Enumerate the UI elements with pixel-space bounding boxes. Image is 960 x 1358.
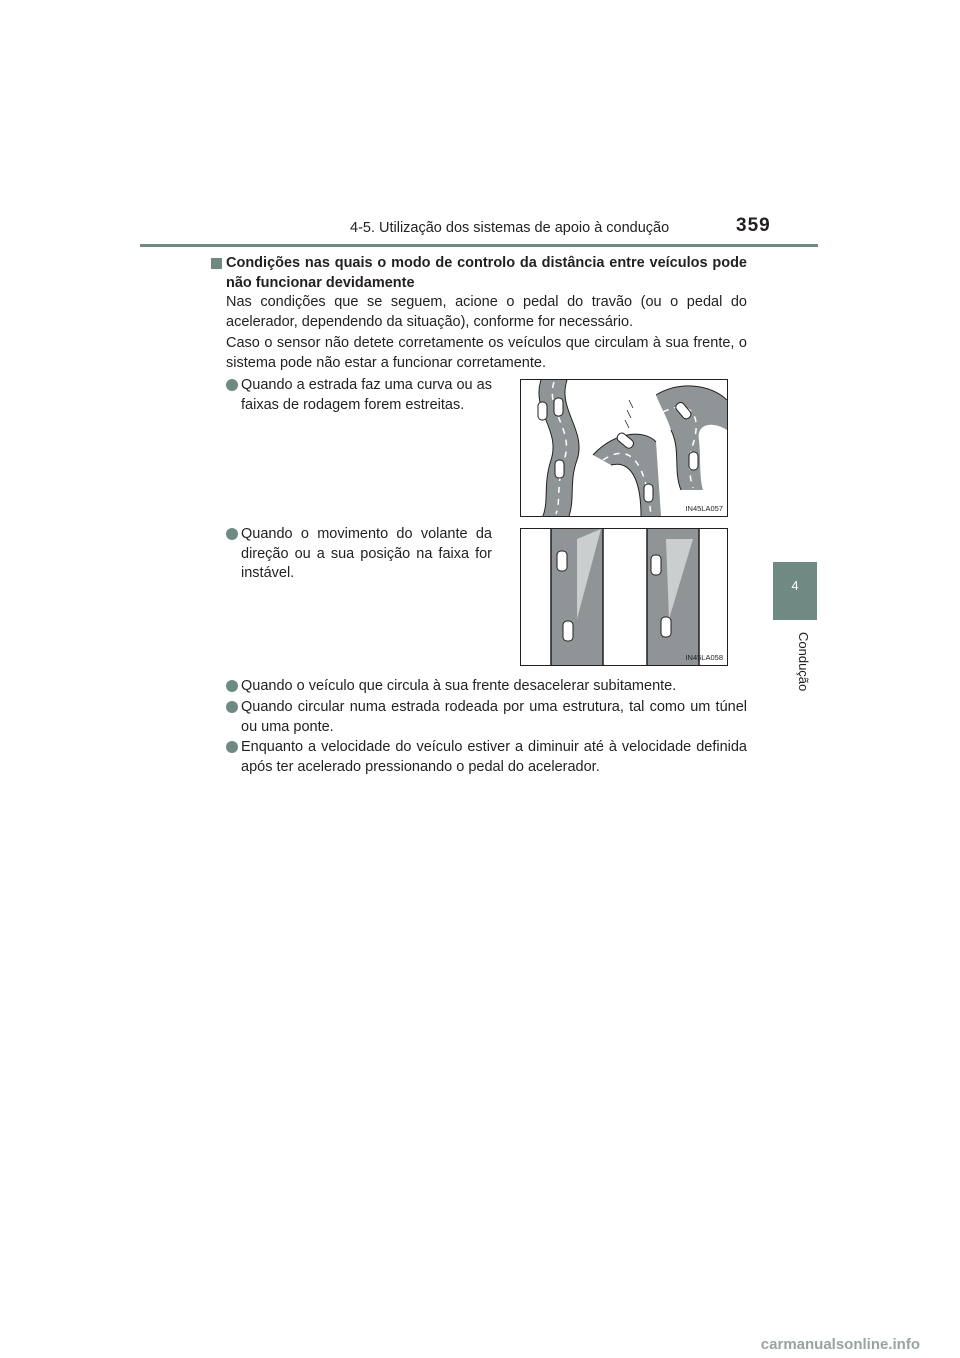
- section-title: 4-5. Utilização dos sistemas de apoio à condução: [350, 220, 670, 236]
- paragraph-2: Caso o sensor não detete corretamente os veículos que circulam à sua frente, o sistema pode não estar a funcionar corretamente.: [226, 335, 747, 371]
- section-heading: [211, 254, 747, 293]
- heading-square-icon: [211, 258, 222, 269]
- bullet-dot-icon: [226, 701, 238, 713]
- heading-text: Condições nas quais o modo de controlo da distância entre veículos pode não funcionar devidamente: [226, 255, 747, 291]
- bullet-dot-icon: [226, 528, 238, 540]
- page-number: 359: [736, 215, 771, 236]
- bullet-item: Quando circular numa estrada rodeada por uma estrutura, tal como um túnel ou uma ponte.: [226, 698, 747, 737]
- chapter-label: Condução: [796, 632, 811, 692]
- chapter-number: 4: [791, 578, 799, 593]
- figure-2-caption: IN45LA058: [685, 653, 723, 662]
- straight-roads-illustration: [521, 529, 727, 665]
- bullet-item: Quando o veículo que circula à sua frente desacelerar subitamente.: [226, 677, 747, 697]
- header-rule: [140, 244, 818, 247]
- bullet-item: Enquanto a velocidade do veículo estiver a diminuir até à velocidade definida após ter acelerado pressionando o pedal do acelerador.: [226, 738, 747, 777]
- curved-roads-illustration: [521, 380, 727, 516]
- paragraph-1: Nas condições que se seguem, acione o pedal do travão (ou o pedal do acelerador, dependendo da situação), conforme for necessário.: [226, 294, 747, 330]
- figure-curved-roads: [520, 379, 728, 517]
- bullet-dot-icon: [226, 379, 238, 391]
- watermark: carmanualsonline.info: [760, 1336, 920, 1353]
- bullet-item: Quando a estrada faz uma curva ou as faixas de rodagem forem estreitas.: [226, 376, 492, 415]
- bullet-item: Quando o movimento do volante da direção ou a sua posição na faixa for instável.: [226, 525, 492, 584]
- bullet-dot-icon: [226, 741, 238, 753]
- figure-1-caption: IN45LA057: [685, 504, 723, 513]
- bullet-dot-icon: [226, 680, 238, 692]
- figure-straight-roads: [520, 528, 728, 666]
